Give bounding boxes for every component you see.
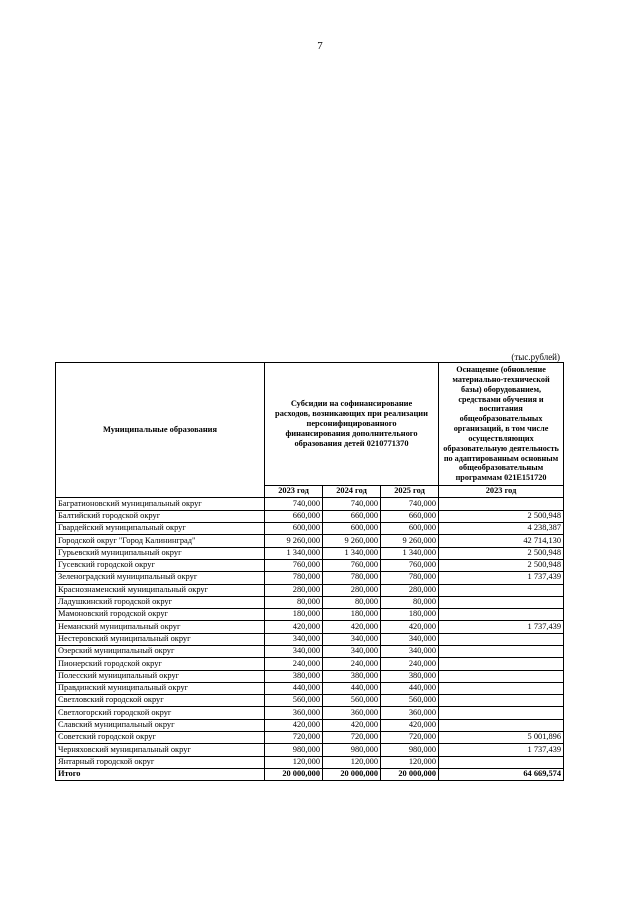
municipality-name: Гвардейский муниципальный округ bbox=[56, 523, 265, 535]
equipment-2023: 2 500,948 bbox=[439, 547, 564, 559]
subsidy-2023: 420,000 bbox=[265, 719, 323, 731]
subsidy-2025: 720,000 bbox=[381, 732, 439, 744]
equipment-2023 bbox=[439, 756, 564, 768]
subsidy-2024: 240,000 bbox=[323, 658, 381, 670]
subsidy-2024: 380,000 bbox=[323, 670, 381, 682]
subsidy-2023: 280,000 bbox=[265, 584, 323, 596]
municipality-name: Гурьевский муниципальный округ bbox=[56, 547, 265, 559]
equipment-2023 bbox=[439, 633, 564, 645]
subsidy-table bbox=[55, 362, 564, 781]
total-equipment: 64 669,574 bbox=[439, 768, 564, 780]
subsidy-2023: 780,000 bbox=[265, 572, 323, 584]
equipment-2023 bbox=[439, 695, 564, 707]
subsidy-2025: 380,000 bbox=[381, 670, 439, 682]
subsidy-2023: 380,000 bbox=[265, 670, 323, 682]
subsidy-2023: 9 260,000 bbox=[265, 535, 323, 547]
table-row bbox=[56, 621, 564, 633]
subsidy-2023: 80,000 bbox=[265, 596, 323, 608]
municipality-name: Светлогорский городской округ bbox=[56, 707, 265, 719]
equipment-2023 bbox=[439, 670, 564, 682]
subsidy-2025: 980,000 bbox=[381, 744, 439, 756]
municipality-name: Озерский муниципальный округ bbox=[56, 645, 265, 657]
year-header: 2023 год bbox=[265, 486, 323, 498]
subsidy-2024: 420,000 bbox=[323, 621, 381, 633]
subsidy-2023: 420,000 bbox=[265, 621, 323, 633]
subsidy-2023: 980,000 bbox=[265, 744, 323, 756]
municipality-name: Черняховский муниципальный округ bbox=[56, 744, 265, 756]
subsidy-2023: 660,000 bbox=[265, 510, 323, 522]
equipment-2023: 1 737,439 bbox=[439, 621, 564, 633]
equipment-2023 bbox=[439, 645, 564, 657]
equipment-2023: 2 500,948 bbox=[439, 510, 564, 522]
subsidy-2024: 80,000 bbox=[323, 596, 381, 608]
municipality-name: Нестеровский муниципальный округ bbox=[56, 633, 265, 645]
equipment-2023 bbox=[439, 596, 564, 608]
subsidy-2025: 280,000 bbox=[381, 584, 439, 596]
header-equipment: Оснащение (обновление материально-технической базы) оборудованием, средствами обучения и воспитания общеобразовательных организаций, в том числе осуществляющих образовательную деятельность по адаптированным основным общеобразовательным программам 021Е151720 bbox=[439, 363, 564, 486]
subsidy-2024: 180,000 bbox=[323, 609, 381, 621]
table-row bbox=[56, 732, 564, 744]
table-row bbox=[56, 707, 564, 719]
subsidy-2024: 440,000 bbox=[323, 682, 381, 694]
total-2025: 20 000,000 bbox=[381, 768, 439, 780]
total-2023: 20 000,000 bbox=[265, 768, 323, 780]
subsidy-2023: 360,000 bbox=[265, 707, 323, 719]
subsidy-2025: 360,000 bbox=[381, 707, 439, 719]
subsidy-2024: 120,000 bbox=[323, 756, 381, 768]
subsidy-2023: 440,000 bbox=[265, 682, 323, 694]
equipment-2023: 1 737,439 bbox=[439, 744, 564, 756]
municipality-name: Ладушкинский городской округ bbox=[56, 596, 265, 608]
subsidy-2024: 280,000 bbox=[323, 584, 381, 596]
table-body bbox=[56, 498, 564, 769]
subsidy-2023: 740,000 bbox=[265, 498, 323, 510]
municipality-name: Полесский муниципальный округ bbox=[56, 670, 265, 682]
municipality-name: Неманский муниципальный округ bbox=[56, 621, 265, 633]
subsidy-2025: 740,000 bbox=[381, 498, 439, 510]
table-row bbox=[56, 609, 564, 621]
equipment-2023: 42 714,130 bbox=[439, 535, 564, 547]
municipality-name: Светловский городской округ bbox=[56, 695, 265, 707]
municipality-name: Правдинский муниципальный округ bbox=[56, 682, 265, 694]
table-row bbox=[56, 535, 564, 547]
subsidy-2024: 600,000 bbox=[323, 523, 381, 535]
municipality-name: Багратионовский муниципальный округ bbox=[56, 498, 265, 510]
municipality-name: Пионерский городской округ bbox=[56, 658, 265, 670]
header-subsidy: Субсидии на софинансирование расходов, возникающих при реализации персонифицированного финансирования дополнительного образования детей 0210771370 bbox=[265, 363, 439, 486]
total-2024: 20 000,000 bbox=[323, 768, 381, 780]
subsidy-2025: 660,000 bbox=[381, 510, 439, 522]
subsidy-2025: 420,000 bbox=[381, 719, 439, 731]
subsidy-2024: 560,000 bbox=[323, 695, 381, 707]
equipment-2023 bbox=[439, 658, 564, 670]
table-row bbox=[56, 682, 564, 694]
subsidy-2023: 180,000 bbox=[265, 609, 323, 621]
table-row bbox=[56, 547, 564, 559]
table-row bbox=[56, 510, 564, 522]
equipment-2023: 5 001,896 bbox=[439, 732, 564, 744]
subsidy-2023: 760,000 bbox=[265, 559, 323, 571]
equipment-2023 bbox=[439, 719, 564, 731]
municipality-name: Балтийский городской округ bbox=[56, 510, 265, 522]
subsidy-2023: 240,000 bbox=[265, 658, 323, 670]
table-row bbox=[56, 596, 564, 608]
subsidy-2024: 720,000 bbox=[323, 732, 381, 744]
page-number: 7 bbox=[317, 40, 323, 52]
table-row bbox=[56, 572, 564, 584]
subsidy-2024: 340,000 bbox=[323, 633, 381, 645]
table-row bbox=[56, 719, 564, 731]
subsidy-2025: 560,000 bbox=[381, 695, 439, 707]
year-header: 2023 год bbox=[439, 486, 564, 498]
subsidy-2024: 760,000 bbox=[323, 559, 381, 571]
subsidy-2025: 120,000 bbox=[381, 756, 439, 768]
subsidy-2025: 760,000 bbox=[381, 559, 439, 571]
table-row bbox=[56, 523, 564, 535]
equipment-2023: 2 500,948 bbox=[439, 559, 564, 571]
subsidy-2025: 80,000 bbox=[381, 596, 439, 608]
subsidy-2025: 440,000 bbox=[381, 682, 439, 694]
subsidy-2024: 740,000 bbox=[323, 498, 381, 510]
table-row bbox=[56, 756, 564, 768]
subsidy-2025: 780,000 bbox=[381, 572, 439, 584]
equipment-2023: 4 238,387 bbox=[439, 523, 564, 535]
subsidy-2024: 980,000 bbox=[323, 744, 381, 756]
subsidy-2024: 360,000 bbox=[323, 707, 381, 719]
header-municipalities: Муниципальные образования bbox=[56, 363, 265, 498]
subsidy-2025: 340,000 bbox=[381, 633, 439, 645]
subsidy-2024: 660,000 bbox=[323, 510, 381, 522]
subsidy-2023: 1 340,000 bbox=[265, 547, 323, 559]
subsidy-2024: 780,000 bbox=[323, 572, 381, 584]
municipality-name: Советский городской округ bbox=[56, 732, 265, 744]
table-row bbox=[56, 645, 564, 657]
total-label: Итого bbox=[56, 768, 265, 780]
table-row bbox=[56, 744, 564, 756]
table-row bbox=[56, 584, 564, 596]
equipment-2023: 1 737,439 bbox=[439, 572, 564, 584]
equipment-2023 bbox=[439, 682, 564, 694]
table-row bbox=[56, 498, 564, 510]
total-row bbox=[56, 768, 564, 780]
subsidy-2023: 560,000 bbox=[265, 695, 323, 707]
table-row bbox=[56, 633, 564, 645]
municipality-name: Мамоновский городской округ bbox=[56, 609, 265, 621]
municipality-name: Краснознаменский муниципальный округ bbox=[56, 584, 265, 596]
subsidy-2023: 120,000 bbox=[265, 756, 323, 768]
subsidy-2023: 340,000 bbox=[265, 645, 323, 657]
subsidy-2025: 1 340,000 bbox=[381, 547, 439, 559]
subsidy-2025: 420,000 bbox=[381, 621, 439, 633]
table-row bbox=[56, 559, 564, 571]
year-header: 2025 год bbox=[381, 486, 439, 498]
municipality-name: Гусевский городской округ bbox=[56, 559, 265, 571]
subsidy-2025: 9 260,000 bbox=[381, 535, 439, 547]
subsidy-2024: 420,000 bbox=[323, 719, 381, 731]
municipality-name: Славский муниципальный округ bbox=[56, 719, 265, 731]
subsidy-2025: 600,000 bbox=[381, 523, 439, 535]
table-row bbox=[56, 670, 564, 682]
year-header: 2024 год bbox=[323, 486, 381, 498]
subsidy-2024: 1 340,000 bbox=[323, 547, 381, 559]
subsidy-2024: 340,000 bbox=[323, 645, 381, 657]
equipment-2023 bbox=[439, 584, 564, 596]
subsidy-2023: 720,000 bbox=[265, 732, 323, 744]
subsidy-2023: 340,000 bbox=[265, 633, 323, 645]
subsidy-2024: 9 260,000 bbox=[323, 535, 381, 547]
equipment-2023 bbox=[439, 609, 564, 621]
municipality-name: Городской округ "Город Калининград" bbox=[56, 535, 265, 547]
subsidy-2025: 180,000 bbox=[381, 609, 439, 621]
table-row bbox=[56, 658, 564, 670]
municipality-name: Зеленоградский муниципальный округ bbox=[56, 572, 265, 584]
table-row bbox=[56, 695, 564, 707]
municipality-name: Янтарный городской округ bbox=[56, 756, 265, 768]
subsidy-2025: 340,000 bbox=[381, 645, 439, 657]
equipment-2023 bbox=[439, 498, 564, 510]
equipment-2023 bbox=[439, 707, 564, 719]
subsidy-2025: 240,000 bbox=[381, 658, 439, 670]
subsidy-2023: 600,000 bbox=[265, 523, 323, 535]
units-label: (тыс.рублей) bbox=[511, 352, 560, 362]
